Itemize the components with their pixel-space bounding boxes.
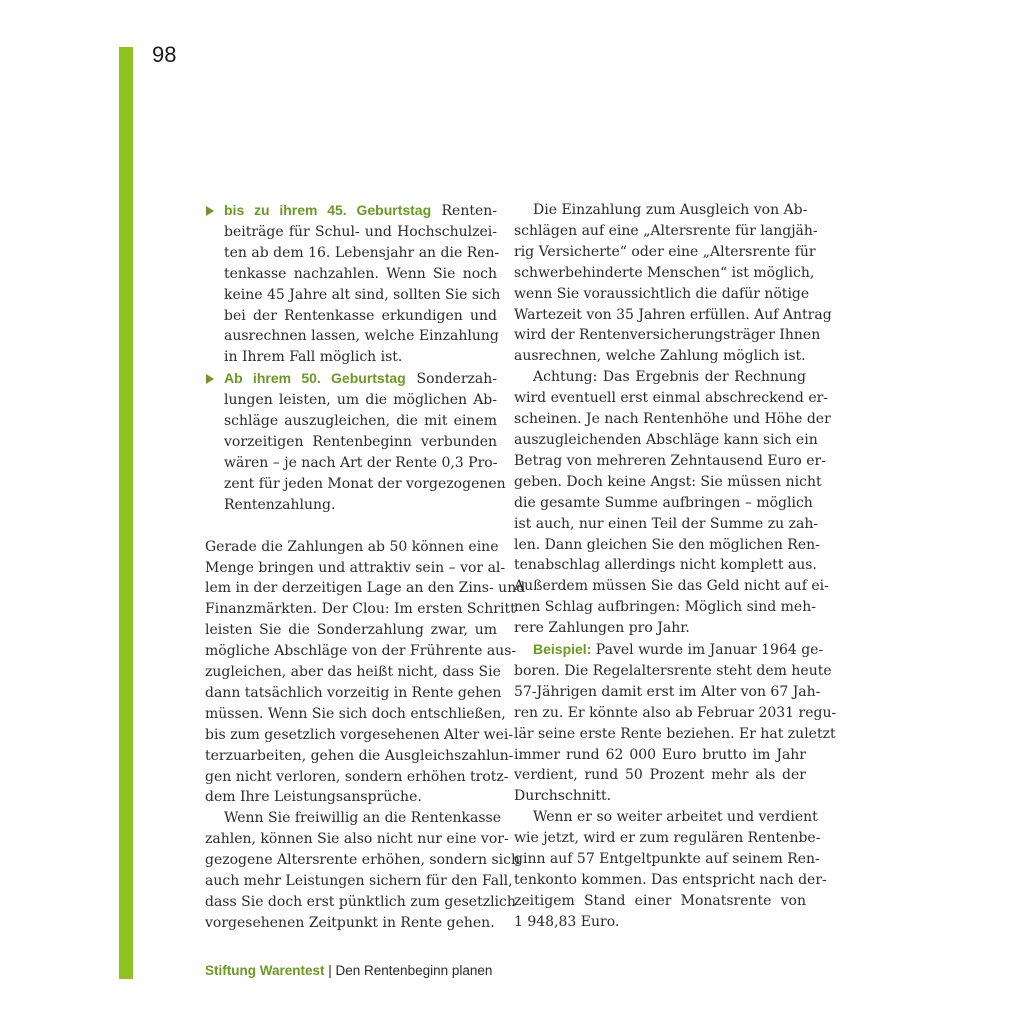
text-line: zent für jeden Monat der vorgezogenen	[224, 475, 506, 492]
text-line: ren zu. Er könnte also ab Februar 2031 regu-	[514, 704, 837, 721]
text-line: beiträge für Schul- und Hochschulzei-	[224, 223, 497, 240]
paragraph	[205, 808, 520, 933]
text-line: tenabschlag allerdings nicht komplett aus.	[514, 557, 817, 574]
triangle-bullet-icon	[206, 374, 214, 384]
text-line: lem in der derzeitigen Lage an den Zins- und	[205, 580, 526, 597]
list-item	[205, 200, 501, 368]
text-line: Durchschnitt.	[514, 788, 612, 805]
text-line: tenkasse nachzahlen. Wenn Sie noch	[224, 265, 497, 282]
text-line: Betrag von mehreren Zehntausend Euro er-	[514, 452, 826, 469]
text-line: Menge bringen und attraktiv sein – vor al-	[205, 559, 506, 576]
text-line: schläge auszugleichen, die mit einem	[224, 413, 497, 430]
text-line: bis zu ihrem 45. Geburtstag Renten-	[224, 202, 497, 219]
text-line: leisten Sie die Sonderzahlung zwar, um	[205, 622, 497, 639]
text-line: Wenn er so weiter arbeitet und verdient	[533, 809, 818, 826]
page-footer	[205, 963, 492, 978]
text-line: schlägen auf eine „Altersrente für langjäh-	[514, 222, 818, 239]
text-line: mögliche Abschläge von der Frührente aus-	[205, 643, 517, 660]
text-line: Gerade die Zahlungen ab 50 können eine	[205, 538, 499, 555]
text-line: Wenn Sie freiwillig an die Rentenkasse	[224, 810, 502, 827]
text-line: verdient, rund 50 Prozent mehr als der	[514, 767, 806, 784]
paragraph	[205, 537, 526, 809]
bullet-highlight: Ab ihrem 50. Geburtstag	[224, 370, 406, 387]
paragraph	[514, 367, 831, 639]
text-line: schwerbehinderte Menschen“ ist möglich,	[514, 264, 815, 281]
text-line: boren. Die Regelaltersrente steht dem heute	[514, 662, 832, 679]
text-line: in Ihrem Fall möglich ist.	[224, 349, 403, 366]
text-line: wird eventuell erst einmal abschreckend er-	[514, 390, 829, 407]
text-line: lär seine erste Rente beziehen. Er hat zuletzt	[514, 725, 836, 742]
text-line: rere Zahlungen pro Jahr.	[514, 620, 690, 637]
footer-title: Den Rentenbeginn planen	[335, 963, 493, 978]
example-label: Beispiel:	[533, 641, 592, 658]
text-line: ginn auf 57 Entgeltpunkte auf seinem Ren-	[514, 851, 820, 868]
text-line: Ab ihrem 50. Geburtstag Sonderzah-	[224, 370, 497, 388]
text-line: gezogene Altersrente erhöhen, sondern sich	[205, 852, 520, 869]
text-line: Achtung: Das Ergebnis der Rechnung	[533, 369, 806, 386]
text-line: immer rund 62 000 Euro brutto im Jahr	[514, 746, 806, 763]
paragraph	[514, 200, 832, 367]
text-line: bei der Rentenkasse erkundigen und	[224, 307, 497, 324]
text-line: bis zum gesetzlich vorgesehenen Alter wei-	[205, 726, 514, 743]
bullet-list	[205, 200, 506, 516]
text-line: scheinen. Je nach Rentenhöhe und Höhe der	[514, 411, 831, 428]
text-line: Beispiel: Pavel wurde im Januar 1964 ge-	[533, 641, 824, 659]
text-line: auszugleichenden Abschläge kann sich ein	[514, 431, 818, 448]
text-line: Wartezeit von 35 Jahren erfüllen. Auf Antrag	[514, 306, 832, 323]
text-line: auch mehr Leistungen sichern für den Fall,	[205, 873, 513, 890]
text-line: terzuarbeiten, gehen die Ausgleichszahlun-	[205, 747, 514, 764]
page-number: 98	[152, 42, 177, 67]
text-line: ist auch, nur einen Teil der Summe zu zah-	[514, 515, 819, 532]
text-line: Finanzmärkten. Der Clou: Im ersten Schritt	[205, 601, 516, 618]
text-line: len. Dann gleichen Sie den möglichen Ren-	[514, 536, 820, 553]
paragraph	[514, 807, 827, 932]
text-line: keine 45 Jahre alt sind, sollten Sie sich	[224, 286, 501, 303]
text-line: wie jetzt, wird er zum regulären Rentenbe-	[514, 830, 821, 847]
footer-separator: |	[324, 963, 336, 978]
text-line: wird der Rentenversicherungsträger Ihnen	[514, 327, 821, 344]
list-item	[205, 368, 506, 515]
triangle-bullet-icon	[206, 206, 214, 216]
text-line: dann tatsächlich vorzeitig in Rente gehen	[205, 684, 502, 701]
text-line: ten ab dem 16. Lebensjahr an die Ren-	[224, 244, 500, 261]
text-line: vorzeitigen Rentenbeginn verbunden	[224, 433, 497, 450]
text-line: tenkonto kommen. Das entspricht nach der-	[514, 872, 827, 888]
text-line: nen Schlag aufbringen: Möglich sind meh-	[514, 599, 816, 616]
text-line: müssen. Wenn Sie sich doch entschließen,	[205, 705, 506, 722]
text-line: zahlen, können Sie also nicht nur eine vor-	[205, 831, 509, 848]
text-line: 57-Jährigen damit erst im Alter von 67 Jah-	[514, 683, 821, 700]
accent-bar	[119, 47, 133, 979]
text-line: dass Sie doch erst pünktlich zum gesetzlich	[205, 894, 516, 910]
text-line: lungen leisten, um die möglichen Ab-	[224, 392, 497, 409]
text-line: Außerdem müssen Sie das Geld nicht auf ei-	[514, 578, 829, 595]
text-line: zeitigem Stand einer Monatsrente von	[514, 892, 806, 909]
text-line: Rentenzahlung.	[224, 496, 336, 513]
paragraph	[514, 639, 837, 807]
text-line: 1 948,83 Euro.	[514, 913, 620, 930]
text-line: zugleichen, aber das heißt nicht, dass Sie	[205, 664, 501, 681]
text-line: geben. Doch keine Angst: Sie müssen nicht	[514, 473, 822, 490]
text-line: ausrechnen, welche Zahlung möglich ist.	[514, 348, 806, 365]
left-column	[205, 200, 526, 934]
text-line: ausrechnen lassen, welche Einzahlung	[224, 328, 499, 345]
text-line: gen nicht verloren, sondern erhöhen trotz-	[205, 768, 509, 785]
text-line: die gesamte Summe aufbringen – möglich	[514, 494, 813, 511]
right-column	[514, 200, 837, 933]
text-line: vorgesehenen Zeitpunkt in Rente gehen.	[205, 914, 495, 931]
footer-brand: Stiftung Warentest	[205, 963, 325, 978]
text-line: wenn Sie voraussichtlich die dafür nötige	[514, 285, 810, 302]
text-line: Die Einzahlung zum Ausgleich von Ab-	[533, 202, 808, 218]
text-line: dem Ihre Leistungsansprüche.	[205, 789, 422, 806]
text-line: rig Versicherte“ oder eine „Altersrente für	[514, 243, 816, 260]
bullet-highlight: bis zu ihrem 45. Geburtstag	[224, 202, 432, 218]
text-line: wären – je nach Art der Rente 0,3 Pro-	[224, 454, 498, 471]
